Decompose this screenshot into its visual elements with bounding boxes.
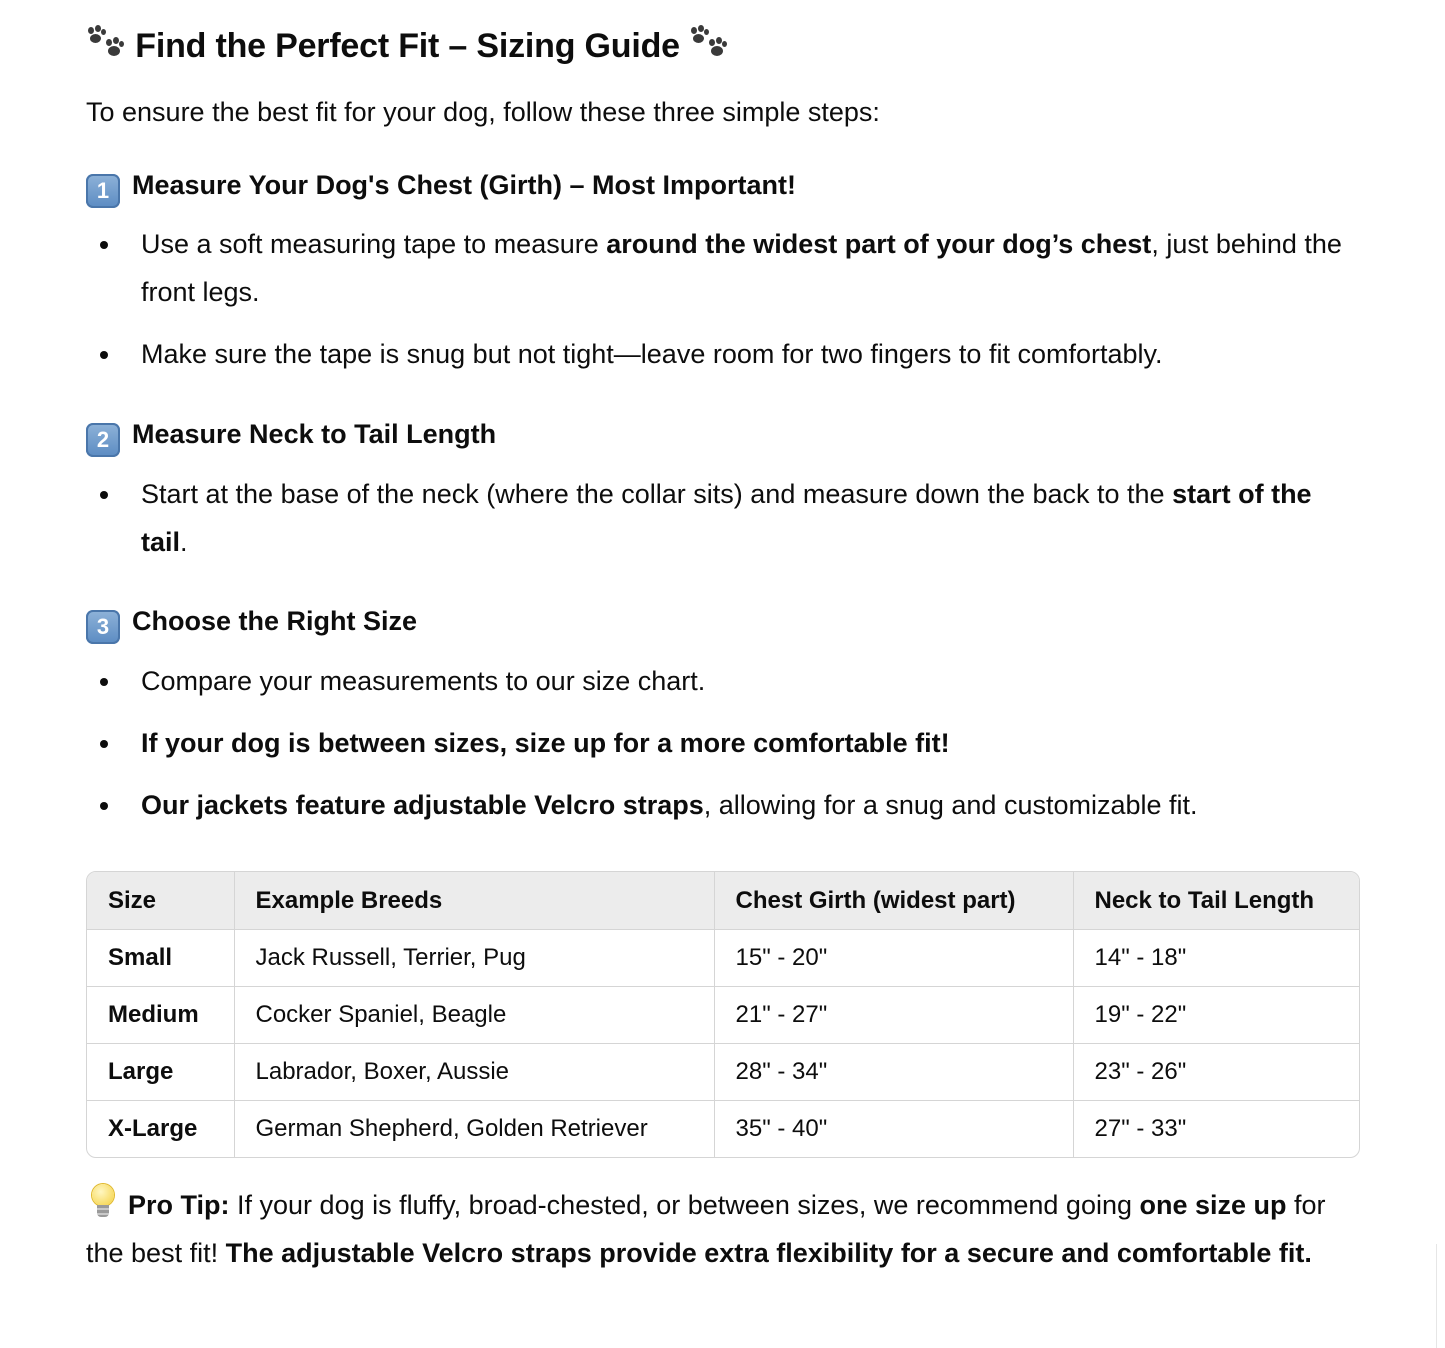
- list-item: [86, 657, 1360, 705]
- pro-tip-text: for the best fit!: [86, 1190, 1326, 1268]
- paw-prints-icon: [86, 25, 126, 61]
- bullet-bold-text: around the widest part of your dog’s chest: [606, 229, 1152, 259]
- chest-cell: 28" - 34": [714, 1044, 1073, 1101]
- intro-text: To ensure the best fit for your dog, follow these three simple steps:: [86, 97, 880, 127]
- scrollbar[interactable]: [1436, 1244, 1445, 1348]
- bullet-bold-text: Our jackets feature adjustable Velcro straps: [141, 790, 704, 820]
- keycap-3-icon: 3: [86, 610, 120, 644]
- list-item: [86, 220, 1360, 316]
- title-text: Find the Perfect Fit – Sizing Guide: [135, 27, 690, 65]
- pro-tip-bold: one size up: [1139, 1190, 1287, 1220]
- list-item: [86, 781, 1360, 829]
- list-item: [86, 470, 1360, 566]
- light-bulb-icon: [86, 1184, 120, 1220]
- list-item: [86, 330, 1360, 378]
- table-header-row: [87, 872, 1359, 930]
- pro-tip-text: If your dog is fluffy, broad-chested, or between sizes, we recommend going: [229, 1190, 1140, 1220]
- size-chart-table: [86, 871, 1360, 1158]
- bullet-text: , allowing for a snug and customizable fit.: [703, 790, 1198, 820]
- step-1-list: [86, 220, 1360, 378]
- column-header-chest: Chest Girth (widest part): [714, 872, 1073, 930]
- length-cell: 23" - 26": [1073, 1044, 1359, 1101]
- size-cell: X-Large: [87, 1101, 234, 1158]
- length-cell: 19" - 22": [1073, 987, 1359, 1044]
- step-1-heading: [86, 168, 796, 208]
- size-cell: Small: [87, 930, 234, 987]
- breeds-cell: German Shepherd, Golden Retriever: [234, 1101, 714, 1158]
- breeds-cell: Jack Russell, Terrier, Pug: [234, 930, 714, 987]
- chest-cell: 21" - 27": [714, 987, 1073, 1044]
- size-cell: Medium: [87, 987, 234, 1044]
- step-2-list: [86, 470, 1360, 566]
- step-2-heading: [86, 417, 496, 457]
- bullet-text: Make sure the tape is snug but not tight—leave room for two fingers to fit comfortably.: [141, 339, 1163, 369]
- column-header-breeds: Example Breeds: [234, 872, 714, 930]
- bullet-text: , just behind the front legs.: [141, 229, 1342, 307]
- step-2-title: Measure Neck to Tail Length: [132, 419, 497, 449]
- step-1-title: Measure Your Dog's Chest (Girth) – Most Important!: [132, 170, 796, 200]
- column-header-length: Neck to Tail Length: [1073, 872, 1359, 930]
- table-row: [87, 987, 1359, 1044]
- pro-tip-label: Pro Tip:: [128, 1190, 230, 1220]
- bullet-bold-text: If your dog is between sizes, size up for a more comfortable fit!: [141, 728, 950, 758]
- length-cell: 14" - 18": [1073, 930, 1359, 987]
- step-3-list: [86, 657, 1360, 829]
- chest-cell: 35" - 40": [714, 1101, 1073, 1158]
- table-row: [87, 930, 1359, 987]
- pro-tip: [86, 1181, 1360, 1277]
- step-3-heading: [86, 604, 417, 644]
- chest-cell: 15" - 20": [714, 930, 1073, 987]
- bullet-text: .: [180, 527, 188, 557]
- length-cell: 27" - 33": [1094, 1115, 1187, 1142]
- column-header-size: Size: [87, 872, 234, 930]
- keycap-2-icon: 2: [86, 423, 120, 457]
- bullet-bold-text: start of the tail: [141, 479, 1312, 557]
- bullet-text: Compare your measurements to our size chart.: [141, 666, 706, 696]
- breeds-cell: Cocker Spaniel, Beagle: [234, 987, 714, 1044]
- size-cell: Large: [87, 1044, 234, 1101]
- table-row: [87, 1101, 1359, 1158]
- bullet-text: Start at the base of the neck (where the collar sits) and measure down the back to the: [141, 479, 1173, 509]
- page-title: [86, 24, 729, 68]
- keycap-1-icon: 1: [86, 174, 120, 208]
- list-item: [86, 719, 1360, 767]
- step-3-title: Choose the Right Size: [132, 606, 418, 636]
- paw-prints-icon: [689, 25, 729, 61]
- pro-tip-bold: The adjustable Velcro straps provide extra flexibility for a secure and comfortable fit.: [225, 1238, 1312, 1268]
- breeds-cell: Labrador, Boxer, Aussie: [234, 1044, 714, 1101]
- table-row: [87, 1044, 1359, 1101]
- bullet-text: Use a soft measuring tape to measure: [141, 229, 607, 259]
